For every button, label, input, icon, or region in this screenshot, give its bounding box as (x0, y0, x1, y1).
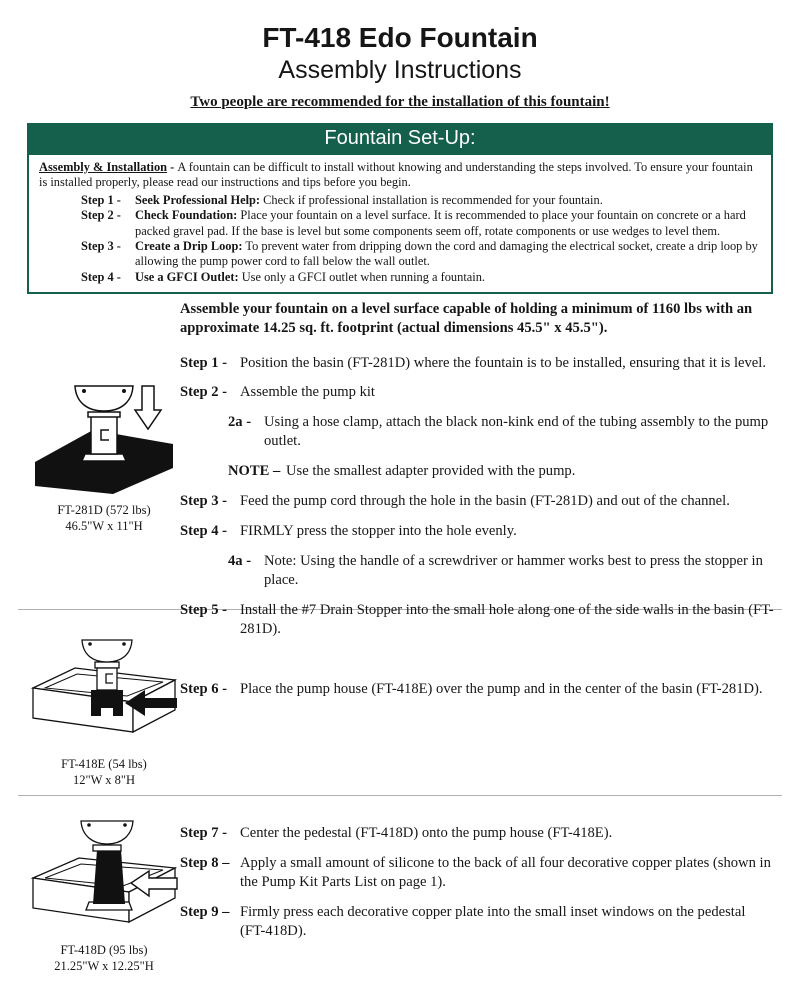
steps-column-2 (180, 610, 774, 795)
step-label: Step 7 - (180, 825, 228, 841)
steps-column-1 (180, 294, 774, 638)
setup-step-label: Step 4 - (81, 269, 121, 284)
step-row-2 (180, 383, 774, 402)
figure-pump-house (28, 610, 180, 795)
setup-box-header: Fountain Set-Up: (27, 123, 773, 155)
setup-step-title: Check Foundation: (135, 208, 238, 223)
down-arrow-icon (135, 386, 161, 429)
step-label: Step 4 - (180, 523, 228, 540)
step-text: Position the basin (FT-281D) where the fountain is to be installed, ensuring that it is level. (240, 354, 766, 371)
step-label: NOTE – (228, 463, 281, 480)
setup-step-text: Place your fountain on a level surface. It is recommended to place your fountain on concrete or a hard packed gravel pad. If the base is level but some components seem off, rotate components or use wedges to level them. (135, 208, 746, 238)
setup-intro-text: A fountain can be difficult to install without knowing and understanding the steps involved. To ensure your fountain is installed properly, please read our instructions and tips before you begin. (39, 160, 753, 190)
step-text: Place the pump house (FT-418E) over the pump and in the center of the basin (FT-281D). (240, 681, 763, 697)
setup-intro-separator: - (167, 160, 178, 174)
step-row-3 (180, 492, 774, 511)
pedestal-base (82, 454, 126, 461)
setup-step-text: Use only a GFCI outlet when running a fountain. (241, 269, 486, 284)
step-label: Step 6 - (180, 681, 228, 697)
setup-intro (39, 160, 761, 191)
step-text: Assemble the pump kit (240, 384, 375, 401)
step-label: Step 8 – (180, 854, 230, 871)
setup-step-label: Step 2 - (81, 208, 121, 223)
step-text: Install the #7 Drain Stopper into the small hole along one of the side walls in the basin (FT-281D). (240, 602, 774, 638)
pedestal-column (91, 416, 117, 454)
pedestal-column (97, 668, 117, 690)
step-text: FIRMLY press the stopper into the hole evenly. (240, 523, 517, 540)
figure-basin (28, 294, 180, 609)
step-label: 2a - (228, 414, 252, 431)
step-row-4 (180, 522, 774, 541)
step-note (228, 462, 774, 481)
figure-caption: FT-281D (572 lbs) 46.5"W x 11"H (57, 503, 151, 533)
step-label: Step 3 - (180, 493, 228, 510)
setup-step-text: To prevent water from dripping down the cord and damaging the electrical socket, create a drip loop by allowing the pump power cord to fall below the wall outlet. (135, 238, 758, 269)
step-label: Step 9 – (180, 903, 230, 920)
step-label: 4a - (228, 553, 252, 570)
setup-step-label: Step 3 - (81, 238, 121, 253)
step-label: Step 5 - (180, 602, 228, 619)
step-row-7 (180, 824, 774, 843)
setup-step-1 (39, 193, 761, 208)
setup-step-title: Create a Drip Loop: (135, 238, 243, 253)
section-pump-house (0, 610, 800, 795)
page-subtitle: Assembly Instructions (278, 56, 522, 84)
step-text: Feed the pump cord through the hole in the basin (FT-281D) and out of the channel. (240, 493, 730, 510)
figure-caption: FT-418E (54 lbs) 12"W x 8"H (61, 757, 147, 787)
step-row-4a (228, 552, 774, 590)
pump-house-diagram (29, 634, 179, 754)
step-row-9 (180, 903, 774, 941)
setup-step-title: Seek Professional Help: (135, 192, 261, 207)
installation-warning: Two people are recommended for the installation of this fountain! (190, 94, 610, 110)
setup-step-label: Step 1 - (81, 192, 121, 207)
pedestal-diagram (29, 816, 179, 940)
figure-caption: FT-418D (95 lbs) 21.25"W x 12.25"H (54, 943, 154, 973)
figure-pedestal (28, 796, 180, 974)
setup-step-text: Check if professional installation is recommended for your fountain. (263, 192, 603, 207)
step-text: Use the smallest adapter provided with the pump. (286, 463, 576, 480)
step-label: Step 1 - (180, 354, 228, 371)
setup-step-2 (39, 208, 761, 239)
step-text: Firmly press each decorative copper plate into the small inset windows on the pedestal (FT-418D). (240, 903, 746, 939)
step-text: Center the pedestal (FT-418D) onto the pump house (FT-418E). (240, 825, 613, 841)
step-text: Note: Using the handle of a screwdriver or hammer works best to press the stopper in place. (264, 553, 763, 589)
basin-diagram (29, 372, 179, 500)
setup-intro-label: Assembly & Installation (39, 160, 168, 174)
steps-column-3 (180, 796, 774, 974)
pedestal-block (93, 850, 125, 904)
setup-box-body (27, 155, 773, 294)
page-title: FT-418 Edo Fountain (262, 22, 538, 53)
step-row-1 (180, 354, 774, 373)
step-label: Step 2 - (180, 384, 228, 401)
assembly-intro: Assemble your fountain on a level surface capable of holding a minimum of 1160 lbs with an approximate 14.25 sq. ft. footprint (actual dimensions 45.5" x 45.5"). (180, 301, 753, 337)
setup-step-title: Use a GFCI Outlet: (135, 269, 239, 284)
step-row-8 (180, 854, 774, 892)
step-text: Using a hose clamp, attach the black non-kink end of the tubing assembly to the pump outlet. (264, 414, 769, 450)
setup-step-3 (39, 239, 761, 270)
section-basin-setup (0, 294, 800, 638)
section-pedestal (0, 796, 800, 974)
step-row-2a (228, 413, 774, 451)
step-row-6 (180, 680, 774, 699)
step-text: Apply a small amount of silicone to the back of all four decorative copper plates (shown in the Pump Kit Parts List on page 1). (240, 854, 771, 890)
setup-step-4 (39, 270, 761, 285)
fountain-setup-box (27, 123, 773, 294)
